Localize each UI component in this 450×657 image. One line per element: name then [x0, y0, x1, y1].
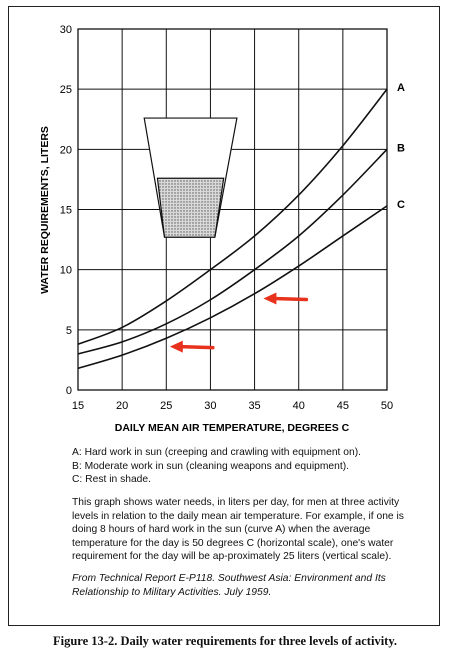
y-tick-label: 30 — [59, 24, 72, 36]
legend-item-c: C: Rest in shade. — [72, 474, 151, 485]
legend-item-b: B: Moderate work in sun (cleaning weapons and equipment). — [72, 460, 350, 472]
curve-legend — [72, 446, 422, 487]
water-cup-icon — [144, 118, 237, 237]
y-tick-label: 15 — [59, 204, 72, 217]
red-arrow-icon — [170, 341, 213, 353]
x-axis-label: DAILY MEAN AIR TEMPERATURE, DEGREES C — [114, 422, 350, 434]
x-tick-label: 15 — [71, 400, 85, 412]
x-tick-label: 25 — [160, 400, 173, 412]
y-tick-label: 25 — [59, 84, 72, 97]
y-tick-label: 10 — [59, 264, 72, 277]
x-tick-label: 30 — [204, 400, 217, 412]
source-citation: From Technical Report E-P118. Southwest Asia: Environment and Its Relationship to Military Activities. July 1959. — [72, 573, 386, 598]
y-tick-label: 5 — [65, 324, 72, 337]
curve-label-c: C — [397, 198, 405, 211]
y-tick-label: 20 — [59, 144, 72, 157]
curve-c — [78, 206, 387, 368]
arrow-head — [170, 341, 183, 353]
curve-label-b: B — [397, 142, 405, 155]
figure-caption: Figure 13-2. Daily water requirements for three levels of activity. — [52, 634, 398, 648]
curve-b — [78, 149, 387, 354]
red-arrow-icon — [263, 293, 306, 305]
curve-label-a: A — [397, 82, 405, 95]
x-tick-label: 35 — [248, 400, 261, 412]
y-tick-label: 0 — [65, 385, 72, 397]
y-axis-label: WATER REQUIREMENTS, LITERS — [39, 126, 51, 294]
legend-item-a: A: Hard work in sun (creeping and crawling with equipment on). — [72, 447, 362, 458]
x-tick-label: 20 — [116, 400, 129, 412]
x-tick-label: 40 — [292, 400, 305, 412]
cup-water — [157, 178, 223, 237]
x-tick-label: 45 — [336, 400, 349, 412]
x-tick-label: 50 — [380, 400, 394, 412]
arrow-shaft — [273, 299, 306, 300]
arrow-shaft — [180, 347, 213, 348]
description-text: This graph shows water needs, in liters per day, for men at three activity levels in relation to the daily mean air temperature. For example, if one is doing 8 hours of hard work in the sun (curve A) when the average temperature for the day is 50 degrees C (horizontal scale), one's water requirement for the day will be ap-proximately 25 liters (vertical scale). — [72, 497, 404, 562]
arrow-head — [263, 293, 276, 305]
